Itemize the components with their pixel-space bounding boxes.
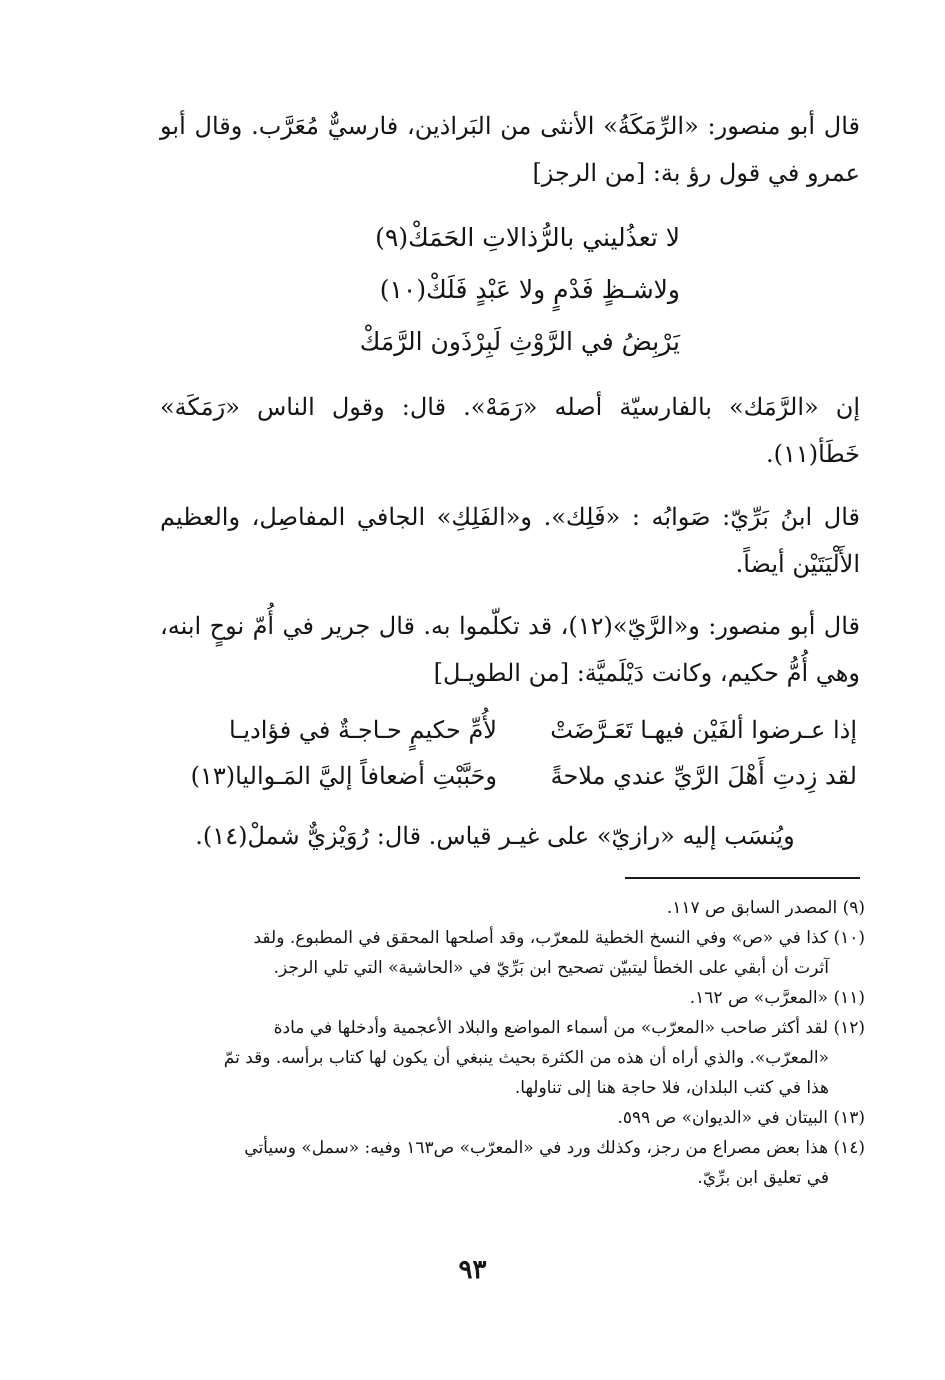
verse-line: ولاشـظٍ فَدْمٍ ولا عَبْدٍ فَلَكْ(١٠) <box>379 275 680 304</box>
footnote-text: المصدر السابق ص ١١٧. <box>666 898 838 918</box>
rajaz-verse <box>260 212 680 368</box>
poem-hemistich-second: لأُمِّ حكيمٍ حـاجـةٌ في فؤاديـا <box>228 716 497 744</box>
footnote-12 <box>160 1013 865 1103</box>
footnote-9 <box>160 893 865 923</box>
footnote-label: (١١) <box>833 988 865 1008</box>
footnotes <box>160 893 865 1193</box>
footnote-text: «المعرّب». والذي أراه أن هذه من الكثرة بحيث ينبغي أن يكون لها كتاب برأسه. وقد تمّ <box>223 1048 829 1068</box>
verse-line: يَرْبِضُ في الرَّوْثِ لَبِرْذَون الرَّمَكْ <box>359 327 680 356</box>
poem-line <box>157 762 857 808</box>
footnote-11 <box>160 983 865 1013</box>
footnote-label: (١٣) <box>833 1108 865 1128</box>
footnote-label: (١٠) <box>833 928 865 948</box>
footnote-text: هذا بعض مصراع من رجز، وكذلك ورد في «المعرّب» ص١٦٣ وفيه: «سمل» وسيأتي <box>244 1138 829 1158</box>
footnote-text: لقد أكثر صاحب «المعرّب» من أسماء المواضع والبلاد الأعجمية وأدخلها في مادة <box>273 1018 829 1038</box>
paragraph-al-rayy: قال أبو منصور: و«الرَّيّ»(١٢)، قد تكلّموا به. قال جرير في أُمّ نوحٍ ابنه، وهي أُمُّ حكيم، وكانت دَيْلَميَّة: [من الطويـل] <box>160 612 860 687</box>
closing-line: ويُنسَب إليه «رازيّ» على غيـر قياس. قال: رُوَيْزيٌّ شملْ(١٤). <box>195 822 795 850</box>
footnote-text: «المعرَّب» ص ١٦٢. <box>689 988 829 1008</box>
paragraph-abu-mansur-ramaka: قال أبو منصور: «الرِّمَكَةُ» الأنثى من البَراذين، فارسيٌّ مُعَرَّب. وقال أبو عمرو في قول رؤ بة: [من الرجز] <box>160 112 860 187</box>
footnote-text: كذا في «ص» وفي النسخ الخطية للمعرّب، وقد أصلحها المحقق في المطبوع. ولقد <box>253 928 829 948</box>
paragraph-ibn-barri: قال ابنُ بَرِّيّ: صَوابُه : «فَلِك». و«الفَلِكِ» الجافي المفاصِل، والعظيم الأَلْيَتَيْن أيضاً. <box>160 503 860 578</box>
footnote-13 <box>160 1103 865 1133</box>
footnote-label: (١٢) <box>833 1018 865 1038</box>
poem-hemistich-second: وحَبَّبْتِ أضعافاً إليَّ المَـواليا(١٣) <box>190 762 497 790</box>
poem-line <box>157 716 857 762</box>
footnote-divider <box>625 877 860 879</box>
paragraph-ramak-persian: إن «الرَّمَك» بالفارسيّة أصله «رَمَهْ». قال: وقول الناس «رَمَكَة» خَطَأ(١١). <box>160 393 860 468</box>
verse-line: لا تعذُليني بالرُّذالاتِ الحَمَكْ(٩) <box>375 223 680 252</box>
footnote-label: (١٤) <box>833 1138 865 1158</box>
page-number: ٩٣ <box>458 1255 487 1285</box>
footnote-10 <box>160 923 865 983</box>
footnote-label: (٩) <box>842 898 865 918</box>
footnote-14 <box>160 1133 865 1193</box>
footnote-text: البيتان في «الديوان» ص ٥٩٩. <box>617 1108 829 1128</box>
poem-hemistich-first: إذا عـرضوا ألفَيْن فيهـا تَعَـرَّضَتْ <box>550 716 857 744</box>
poem-hemistich-first: لقد زِدتِ أَهْلَ الرَّيِّ عندي ملاحةً <box>550 762 857 790</box>
footnote-text: هذا في كتب البلدان، فلا حاجة هنا إلى تناولها. <box>514 1078 829 1098</box>
footnote-text: في تعليق ابن برِّيّ. <box>697 1168 829 1188</box>
footnote-text: آثرت أن أبقي على الخطأ ليتبيّن تصحيح ابن بَرِّيّ في «الحاشية» التي تلي الرجز. <box>273 958 829 978</box>
